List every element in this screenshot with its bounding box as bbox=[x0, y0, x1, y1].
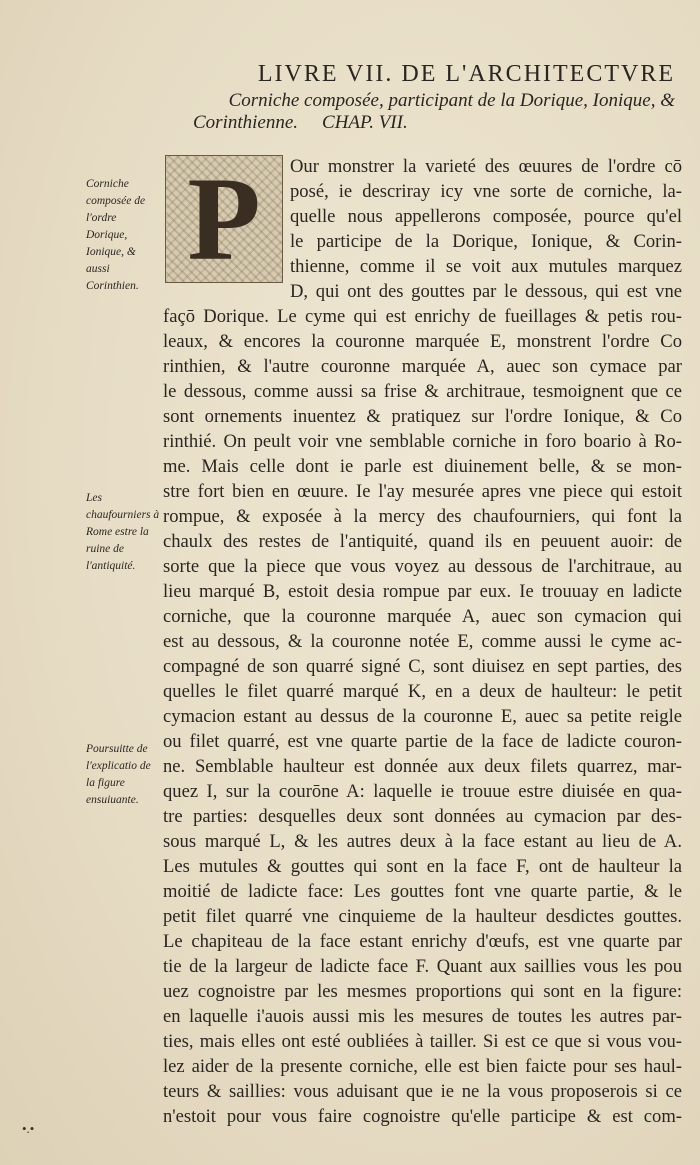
text-line: en laquelle i'auois aussi mis les mesures de toutes les autres par- bbox=[163, 1006, 682, 1027]
text-line: teurs & saillies: vous aduisant que ie ne la vous proposerois si ce bbox=[163, 1081, 682, 1102]
marginal-note-1: Corniche composée de l'ordre Dorique, Ionique, & aussi Corinthien. bbox=[86, 178, 146, 292]
text-line: rompue, & exposée à la mercy des chaufourniers, qui font la bbox=[163, 506, 682, 527]
page-header bbox=[165, 60, 675, 134]
text-line: stre fort bien en œuure. Ie l'ay mesurée apres vne piece qui estoit bbox=[163, 481, 682, 502]
text-line: sous marqué L, & les autres deux à la face estant au lieu de A. bbox=[163, 831, 682, 852]
text-line: uez cognoistre par les mesmes proportions qui sont en la figure: bbox=[163, 981, 682, 1002]
text-line: Le chapiteau de la face estant enrichy d'œufs, est vne quarte par bbox=[163, 931, 682, 952]
text-line: Les mutules & gouttes qui sont en la face F, ont de haulteur la bbox=[163, 856, 682, 877]
text-line: corniche, que la couronne marquée A, auec son cymacion qui bbox=[163, 606, 682, 627]
text-line: rinthien, & l'autre couronne marquée A, auec son cymace par bbox=[163, 356, 682, 377]
text-line: me. Mais celle dont ie parle est diuinement belle, & se mon- bbox=[163, 456, 682, 477]
text-line: posé, ie descriray icy vne sorte de corniche, la- bbox=[290, 181, 682, 202]
chapter-title-word: Corinthienne. bbox=[193, 112, 299, 133]
text-line: est au dessous, & la couronne notée E, comme aussi le cyme ac- bbox=[163, 631, 682, 652]
chapter-number: CHAP. VII. bbox=[322, 112, 408, 133]
text-line: rinthié. On peult voir vne semblable corniche in foro boario à Ro- bbox=[163, 431, 682, 452]
text-line: ne. Semblable haulteur est donnée aux deux filets quarrez, mar- bbox=[163, 756, 682, 777]
text-line: moitié de ladicte face: Les gouttes font vne quarte partie, & le bbox=[163, 881, 682, 902]
text-line: Our monstrer la varieté des œuures de l'ordre cō bbox=[290, 156, 682, 177]
text-line: thienne, comme il se voit aux mutules marquez bbox=[290, 256, 682, 277]
text-line: tre parties: desquelles deux sont données au cymacion par des- bbox=[163, 806, 682, 827]
text-line: leaux, & encores la couronne marquée E, monstrent l'ordre Co bbox=[163, 331, 682, 352]
text-line: ou filet quarré, est vne quarte partie de la face de ladicte couron- bbox=[163, 731, 682, 752]
text-line: tie de la largeur de ladicte face F. Quant aux saillies vous les pou bbox=[163, 956, 682, 977]
marginal-note-3: Poursuitte de l'explicatio de la figure ensuiuante. bbox=[86, 743, 151, 806]
text-line: quelles le filet quarré marqué K, en a deux de haulteur: le petit bbox=[163, 681, 682, 702]
text-line: quez I, sur la courōne A: laquelle ie trouue estre diuisée en qua- bbox=[163, 781, 682, 802]
text-line: n'estoit pour vous faire cognoistre qu'elle participe & est com- bbox=[163, 1106, 682, 1127]
text-line: façō Dorique. Le cyme qui est enrichy de fueillages & petis rou- bbox=[163, 306, 682, 327]
text-line: le dessous, comme aussi sa frise & architraue, tesmoignent que ce bbox=[163, 381, 682, 402]
text-line: lez aider de la presente corniche, elle est bien faicte pour ses haul- bbox=[163, 1056, 682, 1077]
text-line: cymacion estant au dessus de la couronne E, auec sa petite reigle bbox=[163, 706, 682, 727]
chapter-title-line-1: Corniche composée, participant de la Dorique, Ionique, & bbox=[228, 90, 675, 111]
initial-letter: P bbox=[187, 152, 261, 285]
text-line: petit filet quarré vne cinquieme de la haulteur desdictes gouttes. bbox=[163, 906, 682, 927]
text-line: ties, mais elles ont esté oubliées à tailler. Si est ce que si vous vou- bbox=[163, 1031, 682, 1052]
text-line: sont ornements inuentez & pratiquez sur l'ordre Ionique, & Co bbox=[163, 406, 682, 427]
ink-mark: •.• bbox=[22, 1121, 35, 1136]
text-line: D, qui ont des gouttes par le dessous, qui est vne bbox=[290, 281, 682, 302]
text-line: sorte que la piece que vous voyez au dessous de l'architraue, au bbox=[163, 556, 682, 577]
text-line: quelle nous appellerons composée, pource qu'el bbox=[290, 206, 682, 227]
text-line: chaulx des restes de l'antiquité, quand ils en peuuent auoir: de bbox=[163, 531, 682, 552]
text-line: le participe de la Dorique, Ionique, & Corin- bbox=[290, 231, 682, 252]
chapter-title-line-2 bbox=[165, 112, 675, 134]
marginal-note-2: Les chaufourniers à Rome estre la ruine de l'antiquité. bbox=[86, 492, 160, 572]
decorated-initial bbox=[165, 152, 283, 285]
text-line: compagné de son quarré signé C, sont diuisez en sept parties, des bbox=[163, 656, 682, 677]
running-head: LIVRE VII. DE L'ARCHITECTVRE bbox=[257, 61, 675, 87]
text-line: lieu marqué B, estoit desia rompue par eux. Ie trouuay en ladicte bbox=[163, 581, 682, 602]
